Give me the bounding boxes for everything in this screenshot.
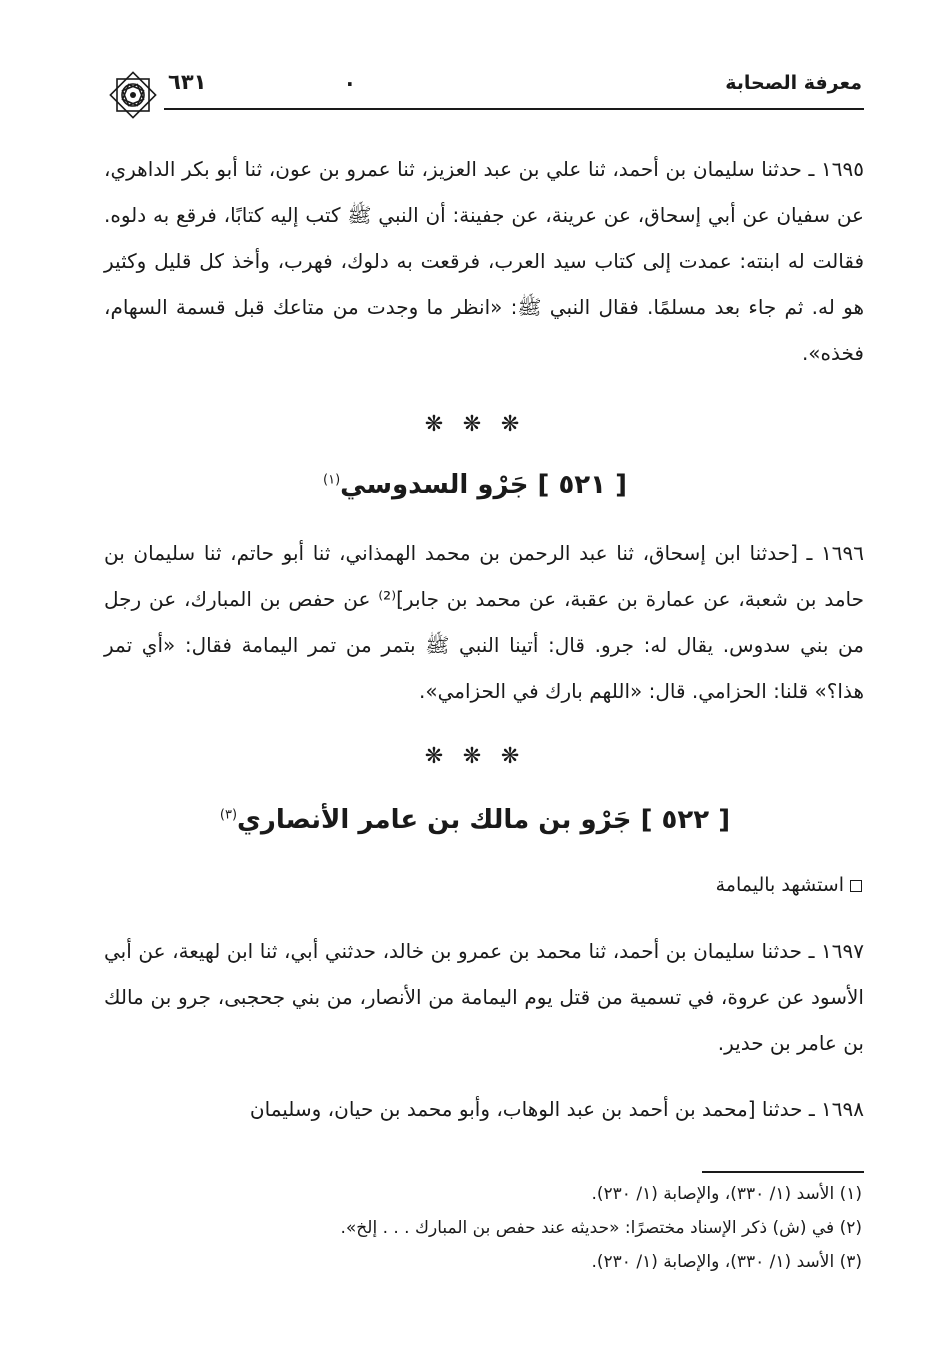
hadith-1698: ١٦٩٨ ـ حدثنا [محمد بن أحمد بن عبد الوهاب، وأبو محمد بن حيان، وسليمان: [249, 1097, 864, 1121]
header-separator-dot: ·: [346, 72, 354, 96]
footnote-rule: [702, 1171, 864, 1173]
entry-heading-521-text: [ ٥٢١ ] جَرْو السدوسي: [340, 470, 627, 500]
hadith-1697: ١٦٩٧ ـ حدثنا سليمان بن أحمد، ثنا محمد بن عمرو بن خالد، حدثني أبي، ثنا ابن لهيعة، عن أبي الأسود عن عروة، في تسمية من قتل يوم اليمامة من الأنصار، من بني جحجبى، جرو بن مالك بن عامر بن حدير.: [104, 939, 864, 1055]
star-ornament-icon: [104, 66, 162, 124]
entry-heading-522-text: [ ٥٢٢ ] جَرْو بن مالك بن عامر الأنصاري: [237, 805, 731, 835]
square-bullet-icon: [850, 880, 862, 892]
hadith-1695: ١٦٩٥ ـ حدثنا سليمان بن أحمد، ثنا علي بن عبد العزيز، ثنا عمرو بن عون، ثنا أبو بكر الداهري، عن سفيان عن أبي إسحاق، عن عرينة، عن جفينة: أن النبي ﷺ كتب إليه كتابًا، فرقع به دلوه. فقالت له ابنته: عمدت إلى كتاب سيد العرب، فرقعت به دلوك، فهرب، وأخذ كل قليل وكثير هو له. ثم جاء بعد مسلمًا. فقال النبي ﷺ: «انظر ما وجدت من متاعك قبل قسمة السهام، فخذه».: [104, 157, 864, 365]
page-number: ٦٣١: [168, 70, 207, 94]
hadith-1696: ١٦٩٦ ـ [حدثنا ابن إسحاق، ثنا عبد الرحمن بن محمد الهمذاني، ثنا أبو حاتم، ثنا سليمان بن حامد بن شعبة، عن عمارة بن عقبة، عن محمد بن جابر]⁽²⁾ عن حفص بن المبارك، عن رجل من بني سدوس. يقال له: جرو. قال: أتينا النبي ﷺ بتمر من تمر اليمامة فقال: «أي تمر هذا؟» قلنا: الحزامي. قال: «اللهم بارك في الحزامي».: [104, 541, 864, 703]
section-divider-stars: ❋ ❋ ❋: [424, 744, 526, 769]
running-header-title: معرفة الصحابة: [725, 72, 862, 94]
martyrdom-note: [716, 874, 862, 896]
footnote-ref-3: (٣): [219, 807, 238, 823]
header-rule: [164, 108, 864, 110]
entry-heading-521: [0, 470, 950, 500]
entry-heading-522: [0, 805, 950, 835]
footnote-1: (١) الأسد (١/ ٣٣٠)، والإصابة (١/ ٢٣٠).: [591, 1184, 862, 1204]
footnote-3: (٣) الأسد (١/ ٣٣٠)، والإصابة (١/ ٢٣٠).: [591, 1252, 862, 1272]
footnote-ref-1: (١): [323, 472, 341, 488]
footnote-2: (٢) في (ش) ذكر الإسناد مختصرًا: «حديثه عند حفص بن المبارك . . . إلخ».: [340, 1218, 862, 1238]
section-divider-stars: ❋ ❋ ❋: [424, 412, 526, 437]
martyrdom-note-text: استشهد باليمامة: [715, 874, 844, 896]
